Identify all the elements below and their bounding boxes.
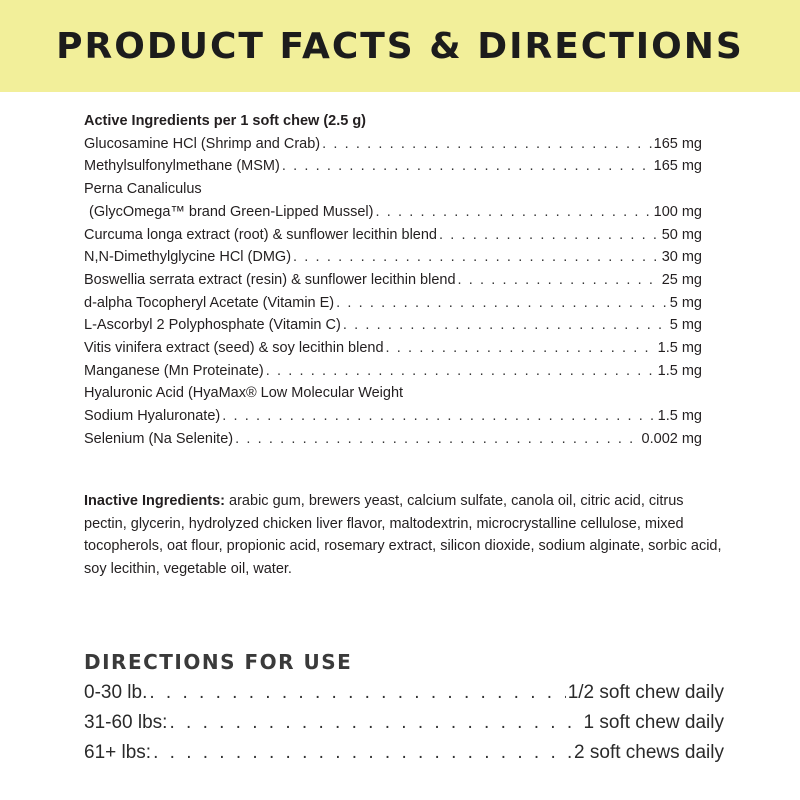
dot-leader (293, 246, 660, 269)
ingredient-amount: 5 mg (669, 294, 702, 311)
active-ingredients-heading: Active Ingredients per 1 soft chew (2.5 g) (84, 113, 367, 129)
ingredient-name: (GlycOmega™ brand Green-Lipped Mussel) (89, 203, 374, 220)
ingredient-amount: 165 mg (653, 135, 702, 152)
ingredient-row (84, 382, 702, 405)
ingredient-row (84, 224, 702, 247)
ingredient-row (84, 155, 702, 178)
dot-leader (153, 738, 572, 768)
dot-leader (169, 708, 581, 738)
dot-leader (336, 292, 668, 315)
ingredient-name: Boswellia serrata extract (resin) & sunflower lecithin blend (84, 271, 456, 288)
ingredient-row (84, 133, 702, 156)
dot-leader (266, 360, 656, 383)
ingredient-row (84, 292, 702, 315)
direction-row (84, 708, 724, 738)
ingredient-row (84, 314, 702, 337)
dot-leader (375, 201, 651, 224)
weight-range: 0-30 lb. (84, 682, 148, 703)
ingredient-name: L-Ascorbyl 2 Polyphosphate (Vitamin C) (84, 317, 341, 334)
ingredient-name: Vitis vinifera extract (seed) & soy lecithin blend (84, 340, 384, 357)
dot-leader (343, 314, 668, 337)
dot-leader (149, 678, 565, 708)
ingredient-amount: 0.002 mg (641, 430, 702, 447)
dot-leader (439, 224, 660, 247)
ingredient-row (84, 269, 702, 292)
ingredient-name: Glucosamine HCl (Shrimp and Crab) (84, 135, 321, 152)
ingredient-name: N,N-Dimethylglycine HCl (DMG) (84, 249, 292, 266)
dose: 1/2 soft chew daily (567, 682, 724, 703)
dot-leader (322, 133, 652, 156)
active-ingredients-list (84, 133, 702, 451)
inactive-ingredients-text: arabic gum, brewers yeast, calcium sulfate, canola oil, citric acid, citrus pectin, glycerin, hydrolyzed chicken liver flavor, maltodextrin, microcrystalline cellulose, mixed tocopherols, oat flour, propionic acid, rosemary extract, silicon dioxide, sodium alginate, sorbic acid, soy lecithin, vegetable oil, water. (84, 493, 722, 577)
ingredient-row (84, 405, 702, 428)
directions-section (84, 650, 724, 768)
dot-leader (282, 155, 652, 178)
weight-range: 31-60 lbs: (84, 712, 168, 733)
ingredient-name: d-alpha Tocopheryl Acetate (Vitamin E) (84, 294, 335, 311)
ingredient-amount: 1.5 mg (657, 408, 702, 425)
dot-leader (386, 337, 656, 360)
ingredient-amount: 50 mg (661, 226, 702, 243)
directions-list (84, 678, 724, 768)
ingredient-amount: 30 mg (661, 249, 702, 266)
ingredient-name: Curcuma longa extract (root) & sunflower lecithin blend (84, 226, 437, 243)
dot-leader (222, 405, 655, 428)
ingredient-name: Perna Canaliculus (84, 181, 202, 198)
active-ingredients-section (84, 110, 702, 451)
ingredient-amount: 165 mg (653, 158, 702, 175)
directions-heading: DIRECTIONS FOR USE (84, 650, 353, 674)
direction-row (84, 738, 724, 768)
ingredient-amount: 1.5 mg (657, 340, 702, 357)
ingredient-amount: 25 mg (661, 271, 702, 288)
ingredient-name: Sodium Hyaluronate) (84, 408, 221, 425)
ingredient-row (84, 360, 702, 383)
ingredient-name: Selenium (Na Selenite) (84, 430, 234, 447)
weight-range: 61+ lbs: (84, 742, 152, 763)
dot-leader (458, 269, 660, 292)
page-title: PRODUCT FACTS & DIRECTIONS (56, 25, 744, 67)
ingredient-name: Manganese (Mn Proteinate) (84, 362, 264, 379)
ingredient-row (84, 246, 702, 269)
ingredient-amount: 100 mg (653, 203, 702, 220)
ingredient-name: Hyaluronic Acid (HyaMax® Low Molecular Weight (84, 385, 404, 402)
ingredient-row (84, 337, 702, 360)
ingredient-row (84, 201, 702, 224)
ingredient-amount: 5 mg (669, 317, 702, 334)
inactive-ingredients-label: Inactive Ingredients: (84, 493, 226, 509)
ingredient-amount: 1.5 mg (657, 362, 702, 379)
header-banner (0, 0, 800, 92)
ingredient-name: Methylsulfonylmethane (MSM) (84, 158, 280, 175)
inactive-ingredients-section (84, 490, 724, 580)
dose: 1 soft chew daily (583, 712, 724, 733)
ingredient-row (84, 428, 702, 451)
direction-row (84, 678, 724, 708)
dot-leader (235, 428, 639, 451)
ingredient-row (84, 178, 702, 201)
dose: 2 soft chews daily (574, 742, 724, 763)
